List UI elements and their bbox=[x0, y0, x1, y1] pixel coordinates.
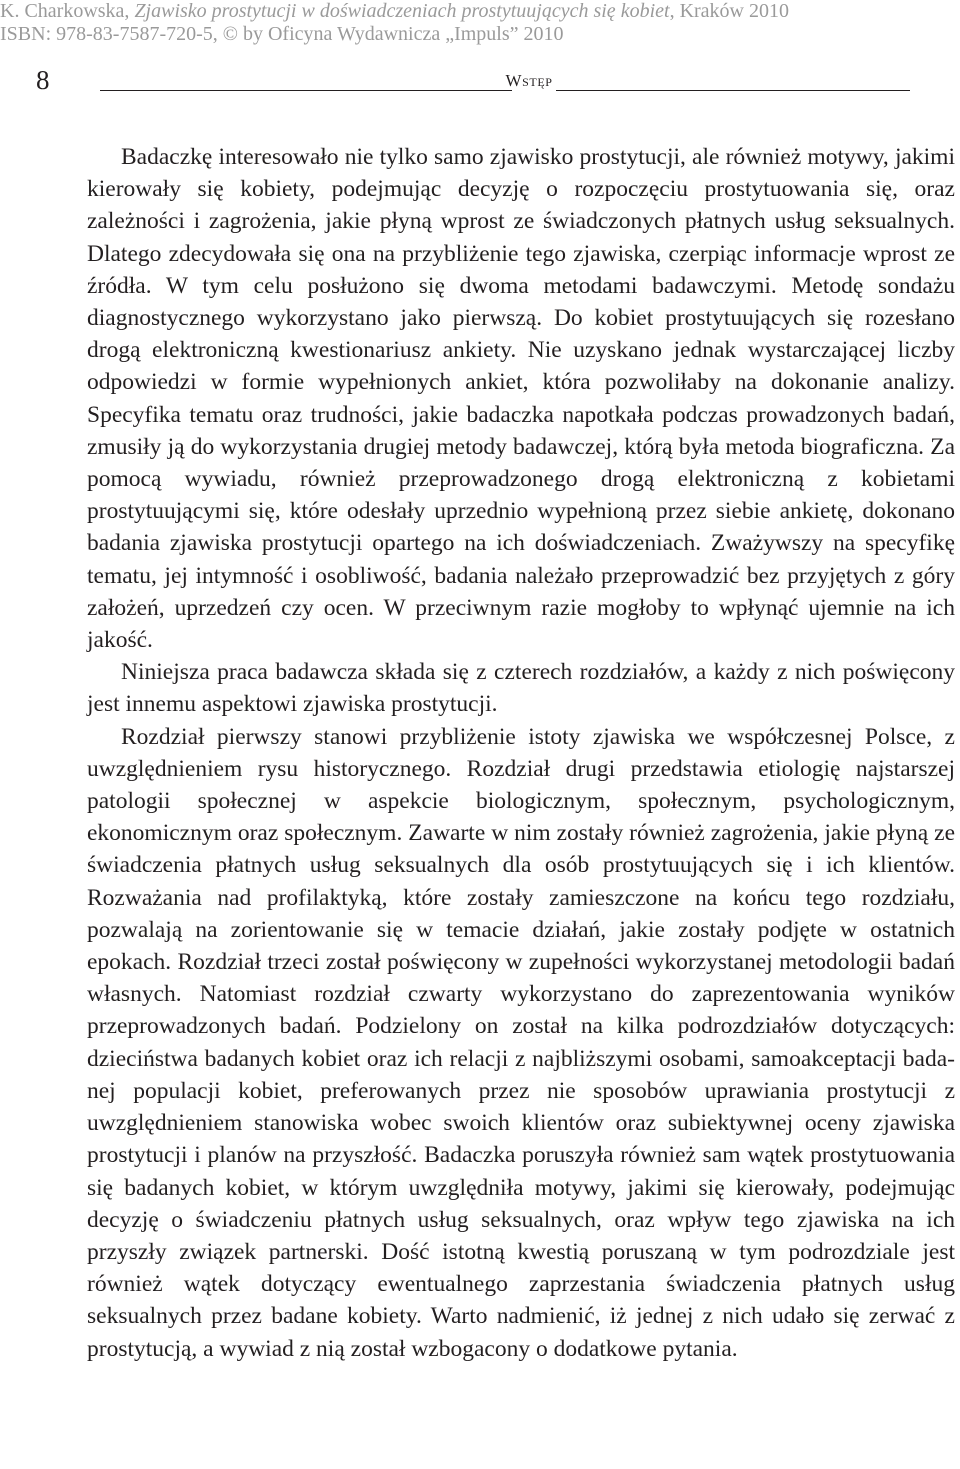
body-text bbox=[87, 141, 955, 1365]
watermark-citation-line bbox=[0, 0, 789, 23]
paragraph-chapters: Rozdział pierwszy stanowi przybliżenie istoty zjawiska we współczesnej Polsce, z uwzględnieniem rysu historycznego. Rozdział drugi przedstawia etiologię najstarszej patologii społecznej w aspekcie biologicznym, społecznym, psychologicznym, ekonomicznym oraz społecznym. Zawarte w nim zostały również zagrożenia, jakie płyną ze świadczenia płatnych usług seksualnych dla osób prostytuujących się i ich klientów. Rozważania nad profilaktyką, które zostały zamieszczone na końcu tego rozdziału, pozwalają na zorientowanie się w temacie działań, jakie zostały podjęte w ostatnich epokach. Rozdział trzeci został poświęcony w zupełności wykorzystanej metodologii badań własnych. Natomiast rozdział czwarty wykorzystano do zaprezentowania wyników przeprowadzonych badań. Podzielony on został na kilka podrozdziałów dotyczących: dzieciństwa badanych kobiet oraz ich relacji z najbliższymi osobami, samoakceptacji badanej populacji kobiet, preferowanych przez nie sposobów uprawiania prostytucji z uwzględnieniem stanowiska wobec swoich klientów oraz subiektywnej oceny zjawiska prostytucji i planów na przyszłość. Badaczka poruszyła również sam wątek prostytuowania się badanych kobiet, w którym uwzględniła motywy, jakimi się kierowały, podejmując decyzję o świadczeniu płatnych usług seksualnych, oraz wpływ tego zjawiska na ich przyszły związek partnerski. Dość istotną kwestią poruszaną w tym podrozdziale jest również wątek dotyczący ewentualnego zaprzestania świadczenia płatnych usług seksualnych przez badane kobiety. Warto nadmienić, iż jednej z nich udało się zerwać z prostytucją, a wywiad z nią został wzbogacony o dodatkowe pytania. bbox=[87, 723, 955, 1362]
paragraph-intro-methods: Badaczkę interesowało nie tylko samo zjawisko prostytucji, ale również motywy, jakimi kierowały się kobiety, podejmując decyzję o rozpoczęciu prostytuowania się, oraz zależności i zagrożenia, jakie płyną wprost ze świadczonych płatnych usług seksualnych. Dlatego zdecydowała się ona na przybliżenie tego zjawiska, czerpiąc informacje wprost ze źródła. W tym celu posłużono się dwoma metodami badawczymi. Metodę sondażu diagnostycznego wykorzystano jako pierwszą. Do kobiet prostytuujących się rozesłano drogą elektroniczną kwestionariusz ankiety. Nie uzyskano jednak wystarczającej liczby odpowiedzi w formie wypełnionych ankiet, która pozwoliłaby na dokonanie analizy. Specyfika tematu oraz trudności, jakie badaczka napotkała podczas prowadzonych badań, zmusiły ją do wykorzystania drugiej metody badawczej, którą była metoda biograficzna. Za pomocą wywiadu, również przeprowadzonego drogą elektroniczną z kobietami prostytuującymi się, które odesłały uprzednio wypełnioną przez siebie ankietę, dokonano badania zjawiska prostytucji opartego na ich doświadczeniach. Zważywszy na specyfikę tematu, jej intymność i osobliwość, badania należało przeprowadzić bez przyjętych z góry założeń, uprzedzeń czy ocen. W przeciwnym razie mogłoby to wpłynąć ujemnie na ich jakość. bbox=[87, 144, 955, 654]
watermark-place-year: , Kraków 2010 bbox=[669, 0, 789, 22]
page-header bbox=[36, 64, 910, 100]
watermark-book-title: Zjawisko prostytucji w doświadczeniach prostytuujących się kobiet bbox=[134, 0, 670, 22]
running-head: Wstęp bbox=[505, 71, 553, 90]
copyright-watermark bbox=[0, 0, 789, 46]
page-number: 8 bbox=[36, 65, 50, 95]
paragraph-structure: Niniejsza praca badawcza składa się z czterech rozdziałów, a każdy z nich poświęcony jest innemu aspektowi zjawiska prostytucji. bbox=[87, 659, 955, 718]
header-rule-left bbox=[100, 90, 512, 91]
watermark-isbn-line: ISBN: 978-83-7587-720-5, © by Oficyna Wydawnicza „Impuls” 2010 bbox=[0, 23, 564, 45]
header-rule-right bbox=[556, 90, 910, 91]
watermark-author: K. Charkowska, bbox=[0, 0, 135, 22]
